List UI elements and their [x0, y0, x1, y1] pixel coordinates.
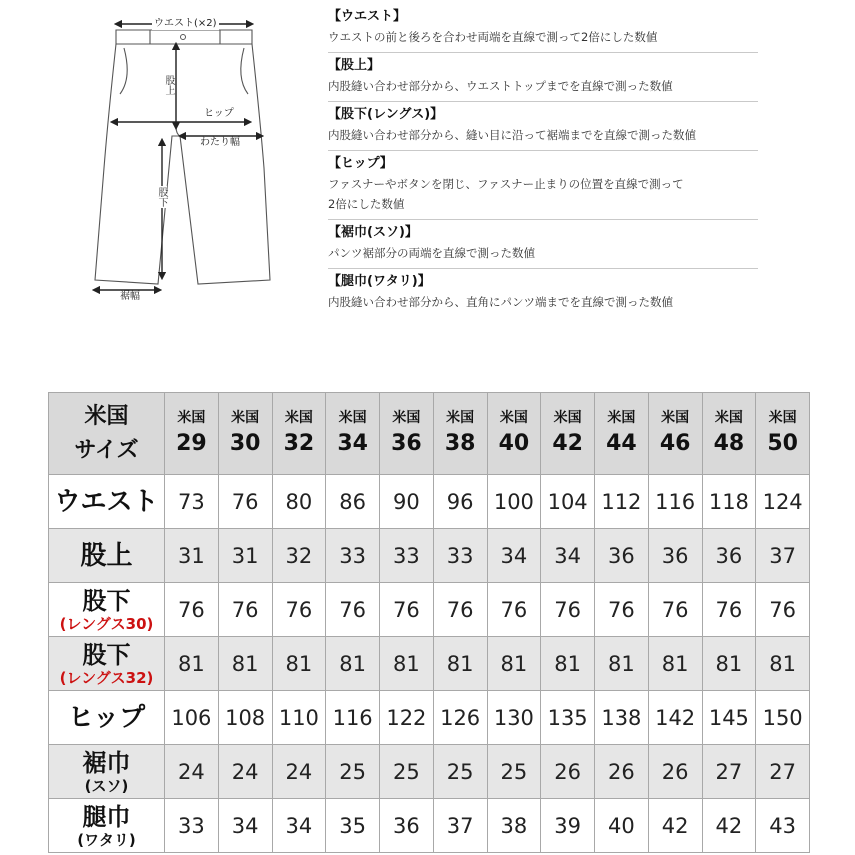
size-number: 34 [337, 430, 368, 456]
size-column-header [272, 393, 326, 475]
definition-text: パンツ裾部分の両端を直線で測った数値 [328, 246, 535, 260]
measurement-label: 股下 [82, 586, 131, 615]
measurement-value-cell: 124 [756, 475, 810, 529]
measurement-label: ウエスト [54, 486, 159, 517]
measurement-row [49, 799, 810, 853]
measurement-value-cell: 26 [648, 745, 702, 799]
definition-rise [328, 53, 758, 102]
measurement-value-cell: 32 [272, 529, 326, 583]
measurement-value-cell: 145 [702, 691, 756, 745]
definition-hip [328, 151, 758, 220]
measurement-label: 股下 [82, 640, 131, 669]
measurement-value-cell: 27 [702, 745, 756, 799]
definition-text: 内股縫い合わせ部分から、ウエストトップまでを直線で測った数値 [328, 79, 673, 93]
measurement-value-cell: 76 [218, 583, 272, 637]
measurement-value-cell: 110 [272, 691, 326, 745]
size-column-header [433, 393, 487, 475]
measurement-value-cell: 42 [648, 799, 702, 853]
measurement-value-cell: 76 [648, 583, 702, 637]
measurement-value-cell: 81 [541, 637, 595, 691]
measurement-value-cell: 76 [272, 583, 326, 637]
measurement-value-cell: 108 [218, 691, 272, 745]
size-header-row [49, 393, 810, 475]
definition-title: 【ウエスト】 [328, 9, 407, 24]
measurement-value-cell: 118 [702, 475, 756, 529]
measurement-value-cell: 100 [487, 475, 541, 529]
measurement-value-cell: 116 [326, 691, 380, 745]
definition-title: 【裾巾(スソ)】 [328, 225, 418, 240]
size-column-header [702, 393, 756, 475]
size-chart-table [48, 392, 810, 853]
size-country-label: 米国 [607, 409, 636, 426]
measurement-value-cell: 76 [756, 583, 810, 637]
waist-diagram-label: ウエスト(×2) [154, 18, 217, 29]
measurement-row-header [49, 799, 165, 853]
size-number: 30 [229, 430, 261, 456]
measurement-value-cell: 76 [326, 583, 380, 637]
measurement-row-header [49, 529, 165, 583]
size-number: 32 [283, 430, 315, 456]
measurement-value-cell: 34 [218, 799, 272, 853]
definition-thigh-width [328, 269, 758, 317]
measurement-value-cell: 34 [541, 529, 595, 583]
size-number: 46 [659, 430, 691, 456]
measurement-value-cell: 96 [433, 475, 487, 529]
measurement-value-cell: 33 [380, 529, 434, 583]
measurement-row [49, 691, 810, 745]
measurement-value-cell: 76 [433, 583, 487, 637]
measurement-value-cell: 76 [487, 583, 541, 637]
measurement-value-cell: 37 [433, 799, 487, 853]
measurement-value-cell: 90 [380, 475, 434, 529]
measurement-value-cell: 81 [380, 637, 434, 691]
measurement-row [49, 583, 810, 637]
measurement-value-cell: 36 [648, 529, 702, 583]
measurement-value-cell: 130 [487, 691, 541, 745]
hem-width-diagram-label: 裾幅 [120, 291, 140, 302]
measurement-value-cell: 31 [218, 529, 272, 583]
definition-text: 内股縫い合わせ部分から、直角にパンツ端までを直線で測った数値 [328, 295, 673, 309]
size-country-label: 米国 [446, 409, 475, 426]
measurement-value-cell: 76 [380, 583, 434, 637]
size-number: 38 [444, 430, 476, 456]
measurement-value-cell: 150 [756, 691, 810, 745]
measurement-row-header [49, 745, 165, 799]
definition-inseam [328, 102, 758, 151]
measurement-value-cell: 26 [595, 745, 649, 799]
measurement-value-cell: 122 [380, 691, 434, 745]
size-number: 50 [767, 430, 798, 456]
size-country-label: 米国 [661, 409, 690, 426]
measurement-value-cell: 25 [433, 745, 487, 799]
measurement-value-cell: 81 [648, 637, 702, 691]
corner-label-size: サイズ [74, 437, 139, 463]
size-column-header [648, 393, 702, 475]
definition-title: 【ヒップ】 [328, 156, 393, 171]
rise-diagram-label: 股上 [163, 75, 174, 95]
measurement-value-cell: 116 [648, 475, 702, 529]
measurement-value-cell: 26 [541, 745, 595, 799]
size-country-label: 米国 [284, 409, 313, 426]
size-column-header [756, 393, 810, 475]
measurement-value-cell: 33 [165, 799, 219, 853]
corner-label-country: 米国 [84, 403, 129, 429]
measurement-value-cell: 33 [326, 529, 380, 583]
measurement-value-cell: 34 [487, 529, 541, 583]
pants-measurement-diagram [80, 8, 300, 308]
measurement-label: 股上 [80, 540, 133, 571]
measurement-value-cell: 142 [648, 691, 702, 745]
measurement-value-cell: 76 [165, 583, 219, 637]
size-column-header [218, 393, 272, 475]
measurement-value-cell: 81 [326, 637, 380, 691]
measurement-value-cell: 35 [326, 799, 380, 853]
inseam-diagram-label: 股下 [156, 187, 167, 207]
measurement-row [49, 637, 810, 691]
measurement-value-cell: 43 [756, 799, 810, 853]
measurement-value-cell: 112 [595, 475, 649, 529]
measurement-row-header [49, 583, 165, 637]
definition-text: 内股縫い合わせ部分から、縫い目に沿って裾端までを直線で測った数値 [328, 128, 696, 142]
measurement-value-cell: 81 [756, 637, 810, 691]
size-number: 48 [713, 430, 745, 456]
measurement-value-cell: 36 [702, 529, 756, 583]
measurement-value-cell: 138 [595, 691, 649, 745]
measurement-value-cell: 86 [326, 475, 380, 529]
hip-diagram-label: ヒップ [204, 108, 234, 119]
measurement-value-cell: 37 [756, 529, 810, 583]
size-country-label: 米国 [499, 409, 528, 426]
thigh-width-diagram-label: わたり幅 [200, 137, 240, 148]
measurement-value-cell: 126 [433, 691, 487, 745]
definition-hem-width [328, 220, 758, 269]
measurement-value-cell: 81 [595, 637, 649, 691]
measurement-value-cell: 76 [595, 583, 649, 637]
measurement-value-cell: 33 [433, 529, 487, 583]
size-country-label: 米国 [338, 409, 367, 426]
size-column-header [595, 393, 649, 475]
measurement-value-cell: 42 [702, 799, 756, 853]
size-number: 36 [391, 430, 422, 456]
measurement-value-cell: 25 [326, 745, 380, 799]
pants-outline-graphic [80, 8, 300, 308]
measurement-value-cell: 76 [218, 475, 272, 529]
measurement-sublabel: (ワタリ) [77, 830, 136, 849]
size-column-header [541, 393, 595, 475]
measurement-value-cell: 40 [595, 799, 649, 853]
measurement-label: 裾巾 [82, 748, 131, 777]
corner-header-cell [49, 393, 165, 475]
measurement-value-cell: 81 [702, 637, 756, 691]
measurement-value-cell: 24 [272, 745, 326, 799]
measurement-value-cell: 135 [541, 691, 595, 745]
measurement-value-cell: 81 [165, 637, 219, 691]
measurement-value-cell: 31 [165, 529, 219, 583]
size-country-label: 米国 [177, 409, 206, 426]
size-number: 40 [498, 430, 530, 456]
size-column-header [165, 393, 219, 475]
size-column-header [326, 393, 380, 475]
size-country-label: 米国 [392, 409, 421, 426]
measurement-value-cell: 34 [272, 799, 326, 853]
measurement-row [49, 529, 810, 583]
measurement-value-cell: 80 [272, 475, 326, 529]
measurement-label: 腿巾 [82, 802, 131, 831]
measurement-value-cell: 76 [702, 583, 756, 637]
definition-text: ウエストの前と後ろを合わせ両端を直線で測って2倍にした数値 [328, 30, 658, 44]
measurement-value-cell: 106 [165, 691, 219, 745]
size-column-header [380, 393, 434, 475]
measurement-value-cell: 73 [165, 475, 219, 529]
measurement-value-cell: 24 [218, 745, 272, 799]
measurement-row-header [49, 637, 165, 691]
definition-title: 【腿巾(ワタリ)】 [328, 274, 431, 289]
size-country-label: 米国 [768, 409, 797, 426]
measurement-value-cell: 81 [487, 637, 541, 691]
measurement-value-cell: 36 [380, 799, 434, 853]
measurement-row [49, 745, 810, 799]
measurement-value-cell: 76 [541, 583, 595, 637]
measurement-definitions [328, 4, 758, 317]
size-country-label: 米国 [553, 409, 582, 426]
measurement-value-cell: 27 [756, 745, 810, 799]
measurement-value-cell: 39 [541, 799, 595, 853]
measurement-value-cell: 25 [487, 745, 541, 799]
size-number: 42 [552, 430, 583, 456]
measurement-value-cell: 25 [380, 745, 434, 799]
measurement-value-cell: 38 [487, 799, 541, 853]
measurement-row-header [49, 691, 165, 745]
measurement-value-cell: 81 [272, 637, 326, 691]
measurement-sublabel: (スソ) [84, 776, 129, 795]
measurement-row-header [49, 475, 165, 529]
size-country-label: 米国 [714, 409, 743, 426]
measurement-value-cell: 104 [541, 475, 595, 529]
size-number: 44 [606, 430, 637, 456]
measurement-sublabel: (レングス32) [59, 668, 154, 687]
definition-waist [328, 4, 758, 53]
measurement-value-cell: 81 [218, 637, 272, 691]
measurement-value-cell: 81 [433, 637, 487, 691]
measurement-sublabel: (レングス30) [59, 614, 154, 633]
measurement-value-cell: 36 [595, 529, 649, 583]
measurement-row [49, 475, 810, 529]
definition-text: ファスナーやボタンを閉じ、ファスナー止まりの位置を直線で測って [328, 177, 684, 191]
size-number: 29 [176, 430, 207, 456]
definition-title: 【股上】 [328, 58, 381, 73]
size-country-label: 米国 [231, 409, 260, 426]
size-column-header [487, 393, 541, 475]
measurement-value-cell: 24 [165, 745, 219, 799]
definition-title: 【股下(レングス)】 [328, 107, 444, 122]
measurement-label: ヒップ [67, 702, 146, 733]
definition-text-continued: 2倍にした数値 [328, 197, 405, 211]
